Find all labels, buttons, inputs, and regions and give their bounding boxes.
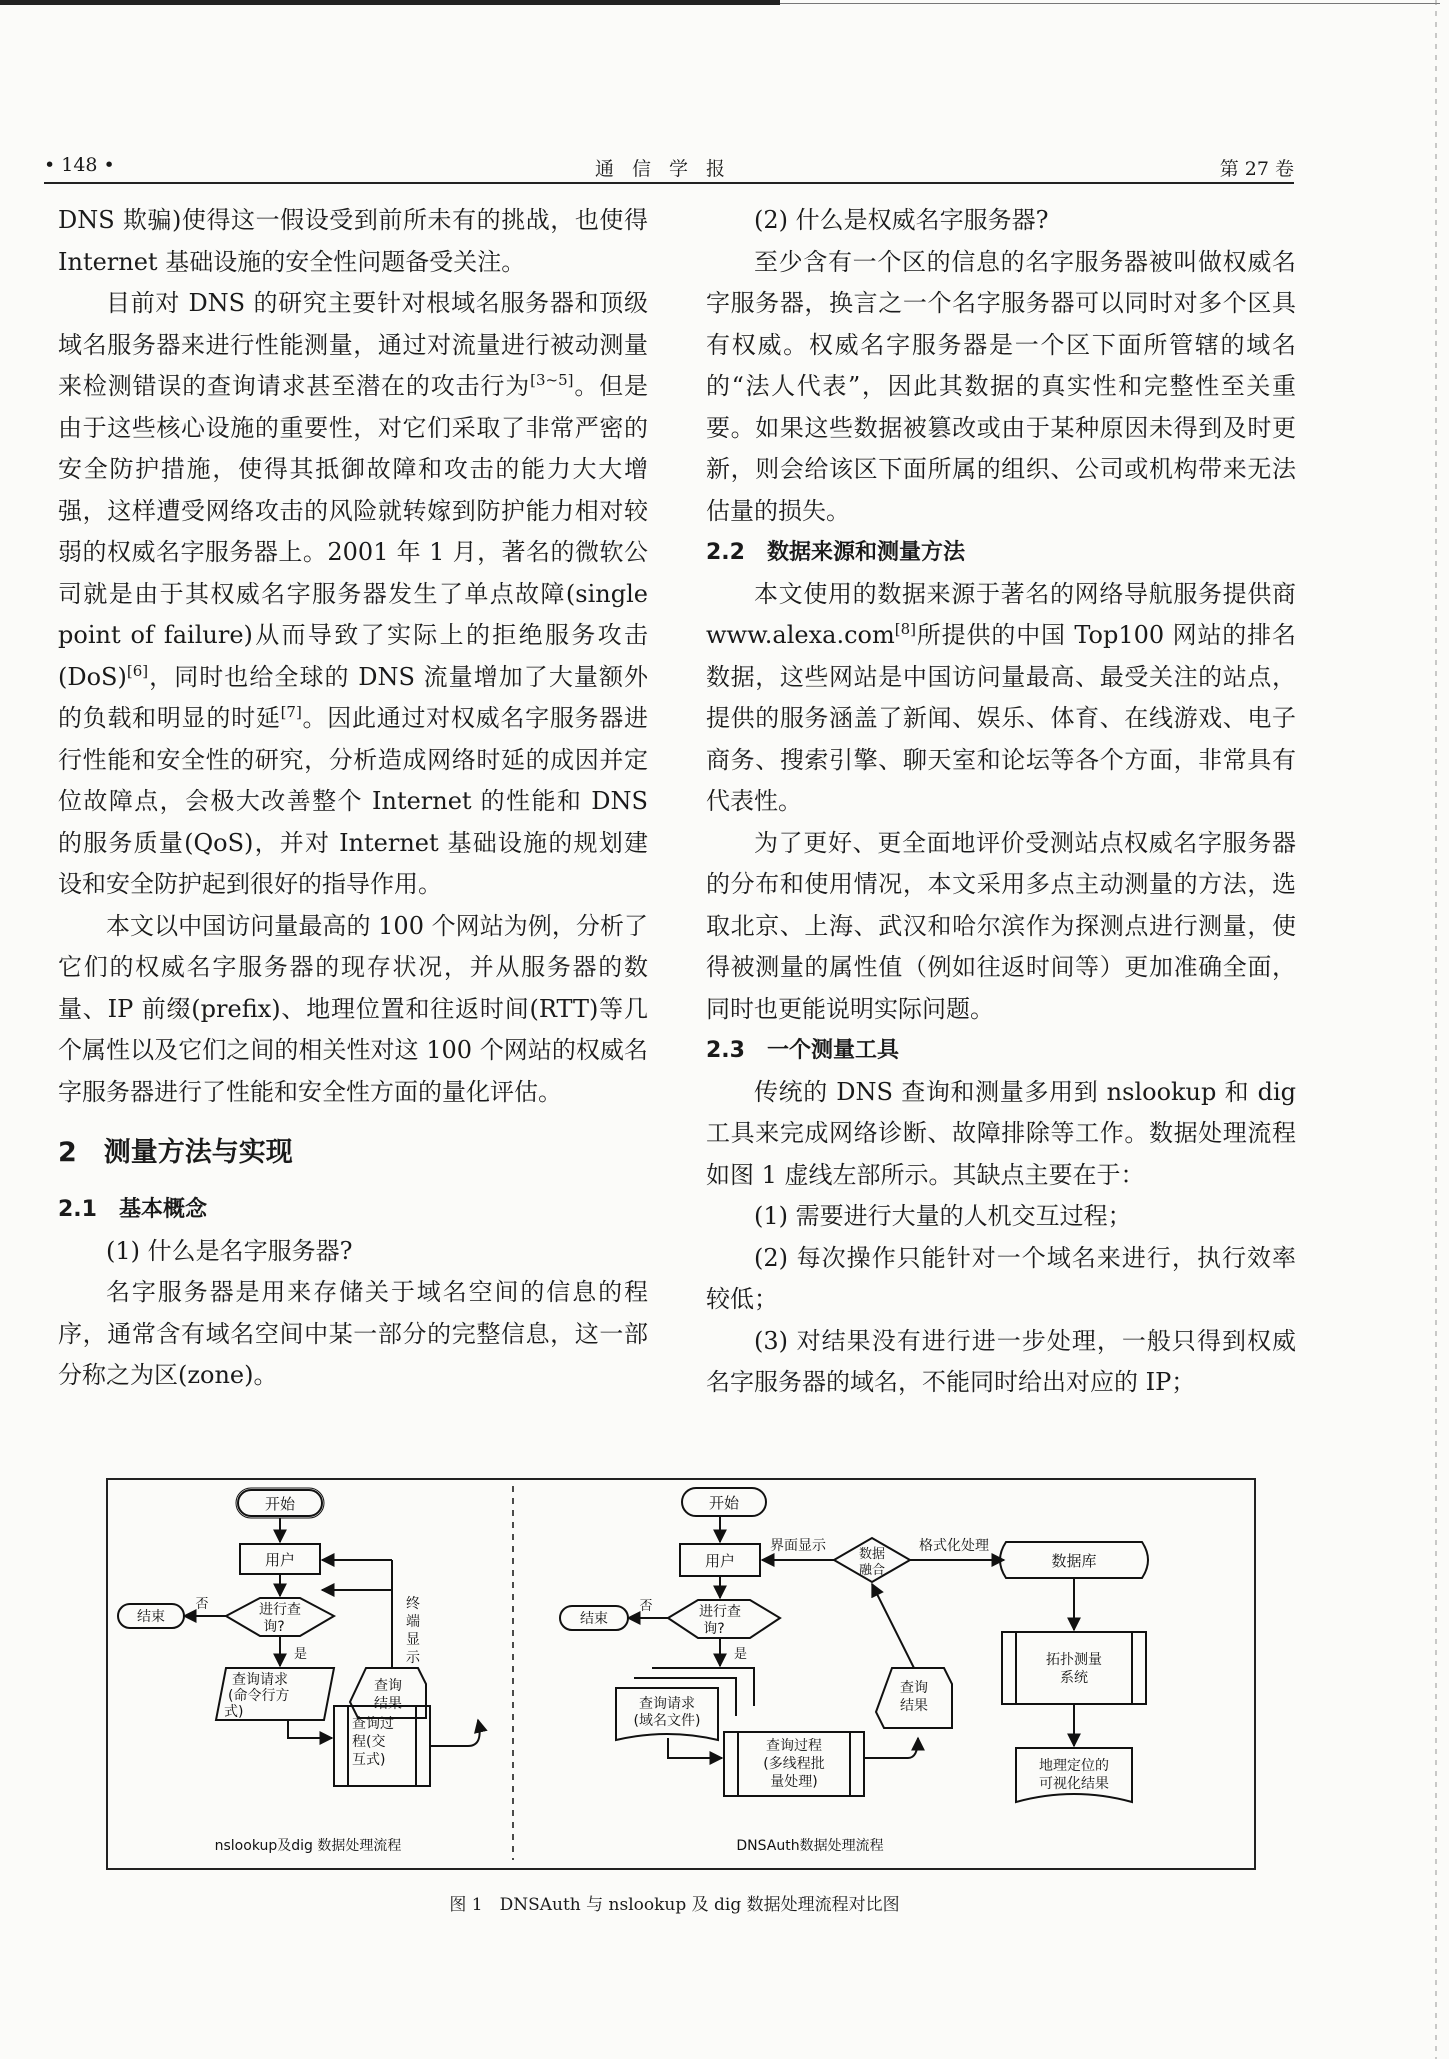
- fusion-label: 融合: [858, 1563, 886, 1578]
- no-label-2: 否: [639, 1599, 653, 1614]
- request-label: 查询请求: [232, 1672, 288, 1688]
- geo-label: 可视化结果: [1039, 1776, 1109, 1792]
- topo-label: 系统: [1060, 1670, 1088, 1686]
- list-item: (3) 对结果没有进行进一步处理，一般只得到权威名字服务器的域名，不能同时给出对应的 IP；: [706, 1326, 1296, 1396]
- question: (2) 什么是权威名字服务器?: [754, 206, 1049, 234]
- process-label-2: 量处理): [770, 1774, 818, 1790]
- figure-caption: 图 1 DNSAuth 与 nslookup 及 dig 数据处理流程对比图: [449, 1895, 900, 1915]
- paragraph-text: ，同时也给全球的 DNS 流量增加了大量额外的负载和明显的时延: [58, 662, 648, 732]
- request-label: (命令行方: [228, 1688, 290, 1704]
- query-label-2: 进行查: [699, 1604, 741, 1620]
- paragraph: 为了更好、更全面地评价受测站点权威名字服务器的分布和使用情况，本文采用多点主动测量的方法，选取北京、上海、武汉和哈尔滨作为探测点进行测量，使得被测量的属性值（例如往返时间等）更加准确全面，同时也更能说明实际问题。: [706, 828, 1296, 1023]
- topo-label: 拓扑测量: [1046, 1652, 1102, 1668]
- paragraph-text: 目前对 DNS 的研究主要针对根域名服务器和顶级域名服务器来进行性能测量，通过对流量进行被动测量来检测错误的查询请求甚至潜在的攻击行为: [58, 289, 648, 400]
- query-label: 询?: [263, 1619, 285, 1635]
- request-label-2: 查询请求: [639, 1696, 695, 1712]
- journal-title: 通信学报: [594, 158, 743, 180]
- terminal-display-label: 示: [406, 1650, 420, 1666]
- start-label: 开始: [264, 1495, 296, 1513]
- paragraph-text: 。但是由于这些核心设施的重要性，对它们采取了非常严密的安全防护措施，使得其抵御故障和攻击的能力大大增强，这样遭受网络攻击的风险就转嫁到防护能力相对较弱的权威名字服务器上。2001 年 1 月，著名的微软公司就是由于其权威名字服务器发生了单点故障(single point of failure)从而导致了实际上的拒绝服务攻击(DoS): [58, 372, 649, 691]
- query-label: 进行查: [259, 1602, 301, 1618]
- yes-label: 是: [294, 1647, 308, 1662]
- scan-edge: [1435, 0, 1437, 2059]
- process-label: 查询过: [352, 1716, 394, 1732]
- paragraph: 至少含有一个区的信息的名字服务器被叫做权威名字服务器，换言之一个名字服务器可以同时对多个区具有权威。权威名字服务器是一个区下面所管辖的域名的“法人代表”，因此其数据的真实性和完整性至关重要。如果这些数据被篡改或由于某种原因未得到及时更新，则会给该区下面所属的组织、公司或机构带来无法估量的损失。: [706, 247, 1296, 525]
- paragraph: [706, 574, 1296, 823]
- left-column: [58, 200, 648, 1397]
- section-heading: 2 测量方法与实现: [58, 1137, 293, 1168]
- paragraph: 本文以中国访问量最高的 100 个网站为例，分析了它们的权威名字服务器的现存状况，并从服务器的数量、IP 前缀(prefix)、地理位置和往返时间(RTT)等几个属性以及它们之间的相关性对这 100 个网站的权威名字服务器进行了性能和安全性方面的量化评估。: [58, 911, 648, 1106]
- database-label: 数据库: [1051, 1552, 1097, 1570]
- right-column: [706, 200, 1296, 1404]
- paragraph-text: 所提供的中国 Top100 网站的排名数据，这些网站是中国访问量最高、最受关注的站点，提供的服务涵盖了新闻、娱乐、体育、在线游戏、电子商务、搜索引擎、聊天室和论坛等各个方面，非常具有代表性。: [706, 621, 1296, 815]
- start-label-2: 开始: [708, 1494, 740, 1512]
- paragraph: 名字服务器是用来存储关于域名空间的信息的程序，通常含有域名空间中某一部分的完整信息，这一部分称之为区(zone)。: [58, 1278, 648, 1389]
- process-label: 互式): [352, 1752, 386, 1768]
- terminal-display-label: 终: [406, 1596, 420, 1612]
- result-label-2: 查询: [900, 1680, 928, 1696]
- subsection-heading: 2.1 基本概念: [58, 1197, 207, 1222]
- user-label: 用户: [264, 1551, 296, 1569]
- citation: [6]: [126, 661, 149, 680]
- paragraph: 传统的 DNS 查询和测量多用到 nslookup 和 dig 工具来完成网络诊断、故障排除等工作。数据处理流程如图 1 虚线左部所示。其缺点主要在于：: [706, 1077, 1296, 1189]
- paragraph: [58, 283, 648, 906]
- end-label-2: 结束: [580, 1611, 608, 1627]
- process-label-2: 查询过程: [766, 1738, 822, 1754]
- citation: [8]: [894, 620, 916, 638]
- end-label: 结束: [137, 1609, 165, 1625]
- user-label-2: 用户: [704, 1552, 736, 1570]
- question: (1) 什么是名字服务器?: [106, 1236, 353, 1265]
- process-label-2: (多线程批: [763, 1756, 825, 1772]
- left-flow-label: nslookup及dig 数据处理流程: [214, 1838, 402, 1854]
- paragraph-text: 本文使用的数据来源于著名的网络导航服务提供商 www.alexa.com: [706, 579, 1296, 649]
- request-label: 式): [224, 1704, 244, 1720]
- subsection-heading: 2.2 数据来源和测量方法: [706, 540, 965, 565]
- top-thin-rule: [780, 3, 1440, 4]
- running-head: [44, 152, 1294, 184]
- yes-label-2: 是: [734, 1647, 748, 1662]
- terminal-display-label: 端: [406, 1614, 420, 1630]
- list-item: (1) 需要进行大量的人机交互过程；: [754, 1202, 1132, 1230]
- geo-document: [1016, 1748, 1132, 1802]
- topo-box: [1002, 1632, 1146, 1704]
- fusion-label: 数据: [858, 1547, 886, 1562]
- citation: [7]: [280, 703, 302, 721]
- flowchart-figure: [108, 1480, 1254, 1868]
- process-label: 程(交: [352, 1734, 386, 1750]
- ui-display-label: 界面显示: [770, 1538, 826, 1554]
- right-flow-label: DNSAuth数据处理流程: [736, 1838, 884, 1854]
- geo-label: 地理定位的: [1039, 1758, 1109, 1774]
- top-border-rule: [0, 0, 780, 5]
- result-label: 查询: [374, 1678, 402, 1694]
- result-label-2: 结果: [900, 1698, 928, 1714]
- page-number: • 148 •: [44, 154, 115, 176]
- query-label-2: 询?: [703, 1621, 725, 1637]
- list-item: (2) 每次操作只能针对一个域名来进行，执行效率较低；: [706, 1243, 1296, 1313]
- volume-label: 第 27 卷: [1219, 158, 1294, 180]
- paragraph: DNS 欺骗)使得这一假设受到前所未有的挑战，也使得 Internet 基础设施的安全性问题备受关注。: [58, 206, 648, 276]
- result-label: 结果: [374, 1696, 402, 1712]
- subsection-heading: 2.3 一个测量工具: [706, 1038, 899, 1063]
- request-label-2: (域名文件): [633, 1713, 701, 1729]
- format-label: 格式化处理: [919, 1538, 989, 1554]
- paragraph-text: 。因此通过对权威名字服务器进行性能和安全性的研究，分析造成网络时延的成因并定位故障点，会极大改善整个 Internet 的性能和 DNS 的服务质量(QoS)，并对 Internet 基础设施的规划建设和安全防护起到很好的指导作用。: [58, 704, 649, 898]
- terminal-display-label: 显: [406, 1632, 420, 1648]
- no-label: 否: [195, 1597, 209, 1612]
- figure-1: [106, 1478, 1256, 1870]
- citation: [3~5]: [530, 371, 574, 389]
